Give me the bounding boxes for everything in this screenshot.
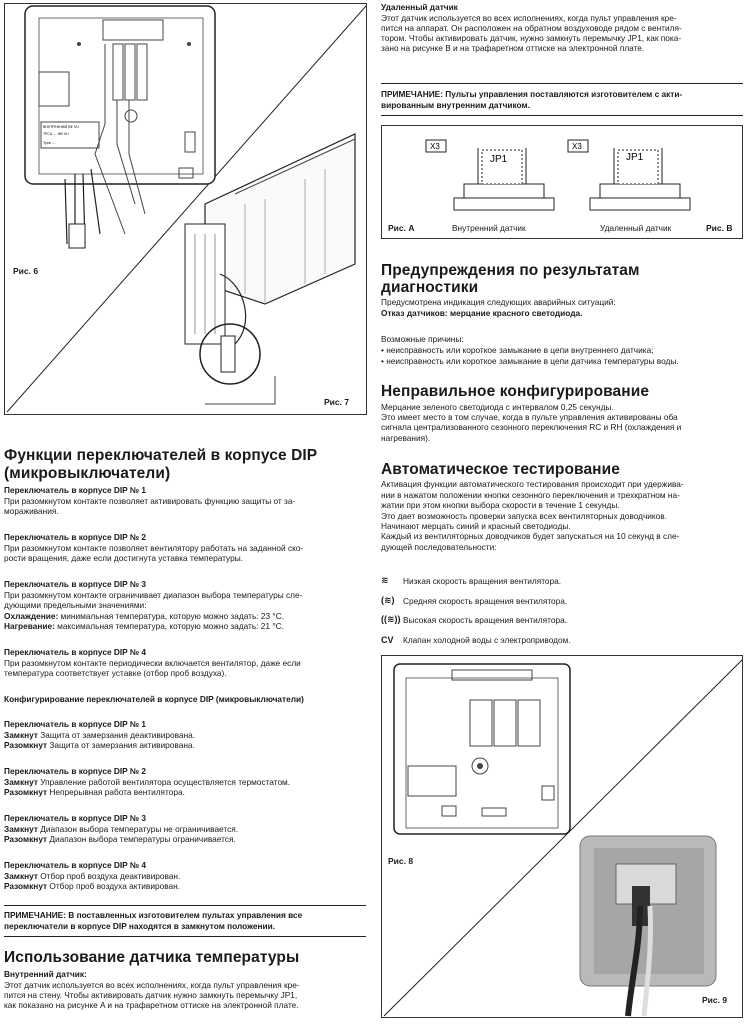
board-label-line2: ТРСА ... НВ VU [43,132,69,136]
c2-heading: Переключатель в корпусе DIP № 2 [4,766,147,776]
c2-open-text: Непрерывная работа вентилятора. [47,787,185,797]
dip3-heating-label: Нагревание: [4,621,55,631]
fan-medium-icon: (≋) [381,595,395,605]
dip1-text-1: При разомкнутом контакте позволяет активировать функцию защиты от за- [4,496,296,506]
autotest-item-medium [381,595,567,606]
c4-closed-text: Отбор проб воздуха деактивирован. [37,871,181,881]
remote-sensor-text-4: зано на рисунке B и на трафаретном оттиске на электронной плате. [381,43,645,53]
fig-a-label: Рис. A [388,223,415,233]
c3-open [4,834,236,844]
autotest-item-cv-text: Клапан холодной воды с электроприводом. [403,635,571,645]
autotest-text-2: нии в нажатом положении кнопки сезонного переключения и трехкратном на- [381,490,680,500]
jp1-label-b: JP1 [626,152,644,163]
dip1-text-2: мораживания. [4,506,59,516]
fig8-label: Рис. 8 [388,856,414,866]
diag-title-line1: Предупреждения по результатам [381,262,640,279]
dip3-heating [4,621,284,631]
autotest-item-high-text: Высокая скорость вращения вентилятора. [403,614,568,625]
figure-8-9-drawing [382,656,743,1018]
dip2-text-2: рости вращения, даже если достигнута уставка температуры. [4,553,243,563]
autotest-title: Автоматическое тестирование [381,461,620,478]
fig-b-label: Рис. B [706,223,733,233]
c1-open-label: Разомкнут [4,740,48,750]
c1-closed-text: Защита от замерзания деактивирована. [37,730,196,740]
c2-open-label: Разомкнут [4,787,48,797]
config-title: Неправильное конфигурирование [381,383,650,400]
c4-closed-label: Замкнут [4,871,38,881]
dip3-heading: Переключатель в корпусе DIP № 3 [4,579,147,589]
c3-closed-text: Диапазон выбора температуры не ограничивается. [37,824,239,834]
jumper-figure [381,125,743,239]
figure-6-7-drawing [5,4,367,415]
autotest-item-low-text: Низкая скорость вращения вентилятора. [403,575,562,586]
remote-sensor-text-2: пится на аппарат. Он расположен на обратном воздуховоде рядом с вентиля- [381,23,682,33]
config-text-3: сигнала централизованного сезонного переключения RC и RH (охлаждения и [381,422,682,432]
config-text-1: Мерцание зеленого светодиода с интервалом 0,25 секунды. [381,402,614,412]
sensor-note-1: ПРИМЕЧАНИЕ: Пульты управления поставляются изготовителем с акти- [381,89,683,99]
config-text-4: нагревания). [381,433,431,443]
dip-note-1: ПРИМЕЧАНИЕ: В поставленных изготовителем пультах управления все [4,910,303,920]
c3-open-label: Разомкнут [4,834,48,844]
fig6-label: Рис. 6 [13,266,39,276]
diag-text-1: Предусмотрена индикация следующих аварийных ситуаций: [381,297,616,307]
autotest-text-4: Это дает возможность проверки запуска всех вентиляторных доводчиков. [381,511,667,521]
autotest-item-medium-text: Средняя скорость вращения вентилятора. [403,595,568,606]
dip-note-2: переключатели в корпусе DIP находятся в замкнутом положении. [4,921,276,931]
config-text-2: Это имеет место в том случае, когда в пульте управления активированы оба [381,412,678,422]
autotest-item-low [381,575,561,586]
diag-title-line2: диагностики [381,279,479,296]
fan-high-icon: ((≋)) [381,614,401,624]
dip3-text-1: При разомкнутом контакте ограничивает диапазон выбора температуры сле- [4,590,303,600]
c4-heading: Переключатель в корпусе DIP № 4 [4,860,147,870]
internal-sensor-heading: Внутренний датчик: [4,969,87,979]
dip3-heating-value: максимальная температура, которую можно задать: 21 °C. [54,621,284,631]
autotest-item-cv [381,635,571,645]
remote-sensor-text-3: тором. Чтобы активировать датчик, нужно замкнуть перемычку JP1, как пока- [381,33,682,43]
autotest-text-7: дующей последовательности: [381,542,497,552]
sensor-title: Использование датчика температуры [4,949,300,966]
dip1-heading: Переключатель в корпусе DIP № 1 [4,485,147,495]
c4-closed [4,871,180,881]
dip3-cooling [4,611,284,621]
c1-open-text: Защита от замерзания активирована. [47,740,195,750]
internal-sensor-caption: Внутренний датчик [452,223,526,233]
internal-sensor-text-3: как показано на рисунке A и на трафаретном оттиске на электронной плате. [4,1000,299,1010]
c1-open [4,740,195,750]
c4-open [4,881,180,891]
jp1-label-a: JP1 [490,154,508,165]
board-label-line3: Type ... [43,141,56,145]
c2-open [4,787,185,797]
c4-open-label: Разомкнут [4,881,48,891]
config-heading: Конфигурирование переключателей в корпусе DIP (микровыключатели) [4,694,304,704]
autotest-text-6: Каждый из вентиляторных доводчиков будет запускаться на 10 секунд в сле- [381,531,680,541]
figure-8-9 [381,655,743,1018]
x3-label-b: X3 [572,142,582,151]
cv-label: CV [381,635,394,645]
diag-cause-2: • неисправность или короткое замыкание в цепи датчика температуры воды. [381,356,679,366]
c2-closed-text: Управление работой вентилятора осуществляется термостатом. [37,777,291,787]
dip4-text-2: температура соответствует уставке (отбор проб воздуха). [4,668,227,678]
fig9-label: Рис. 9 [702,995,728,1005]
note-divider-bottom [4,936,366,937]
autotest-text-1: Активация функции автоматического тестирования происходит при удержива- [381,479,684,489]
c1-closed [4,730,195,740]
dip4-heading: Переключатель в корпусе DIP № 4 [4,647,147,657]
c2-closed-label: Замкнут [4,777,38,787]
internal-sensor-text-2: пится на стену. Чтобы активировать датчик нужно замкнуть перемычку JP1, [4,990,298,1000]
board-label-line1: ВНУТРЕННИЙ ВЕ VU [43,125,79,129]
note-divider-top [4,905,366,906]
sensor-note-divider-top [381,83,743,84]
remote-sensor-text-1: Этот датчик используется во всех исполнениях, когда пульт управления кре- [381,13,677,23]
dip3-cooling-label: Охлаждение: [4,611,59,621]
autotest-text-3: жатии при этом кнопки выбора скорости в течение 1 секунды. [381,500,620,510]
dip2-heading: Переключатель в корпусе DIP № 2 [4,532,147,542]
c1-closed-label: Замкнут [4,730,38,740]
c3-heading: Переключатель в корпусе DIP № 3 [4,813,147,823]
dip2-text-1: При разомкнутом контакте позволяет вентилятору работать на заданной ско- [4,543,304,553]
internal-sensor-text-1: Этот датчик используется во всех исполнениях, когда пульт управления кре- [4,980,300,990]
sensor-note-2: вированным внутренним датчиком. [381,100,530,110]
dip3-text-2: дующими предельными значениями: [4,600,147,610]
jumper-figure-drawing [382,126,743,239]
remote-sensor-heading: Удаленный датчик [381,2,458,12]
sensor-note-divider-bottom [381,115,743,116]
c2-closed [4,777,290,787]
dip4-text-1: При разомкнутом контакте периодически включается вентилятор, даже если [4,658,301,668]
fan-low-icon: ≋ [381,575,389,585]
c3-closed [4,824,238,834]
x3-label-a: X3 [430,142,440,151]
autotest-text-5: Начинают мерцать синий и красный светодиоды. [381,521,571,531]
remote-sensor-caption: Удаленный датчик [600,223,672,233]
diag-causes-heading: Возможные причины: [381,334,464,344]
c3-open-text: Диапазон выбора температуры ограничивается. [47,834,236,844]
diag-text-2: Отказ датчиков: мерцание красного светодиода. [381,308,583,318]
figure-6-7 [4,3,367,415]
dip3-cooling-value: минимальная температура, которую можно задать: 23 °C. [58,611,285,621]
fig7-label: Рис. 7 [324,397,350,407]
dip-title-line2: (микровыключатели) [4,465,171,482]
autotest-item-high [381,614,567,625]
c4-open-text: Отбор проб воздуха активирован. [47,881,181,891]
c3-closed-label: Замкнут [4,824,38,834]
c1-heading: Переключатель в корпусе DIP № 1 [4,719,147,729]
diag-cause-1: • неисправность или короткое замыкание в цепи внутреннего датчика; [381,345,654,355]
dip-title-line1: Функции переключателей в корпусе DIP [4,447,318,464]
